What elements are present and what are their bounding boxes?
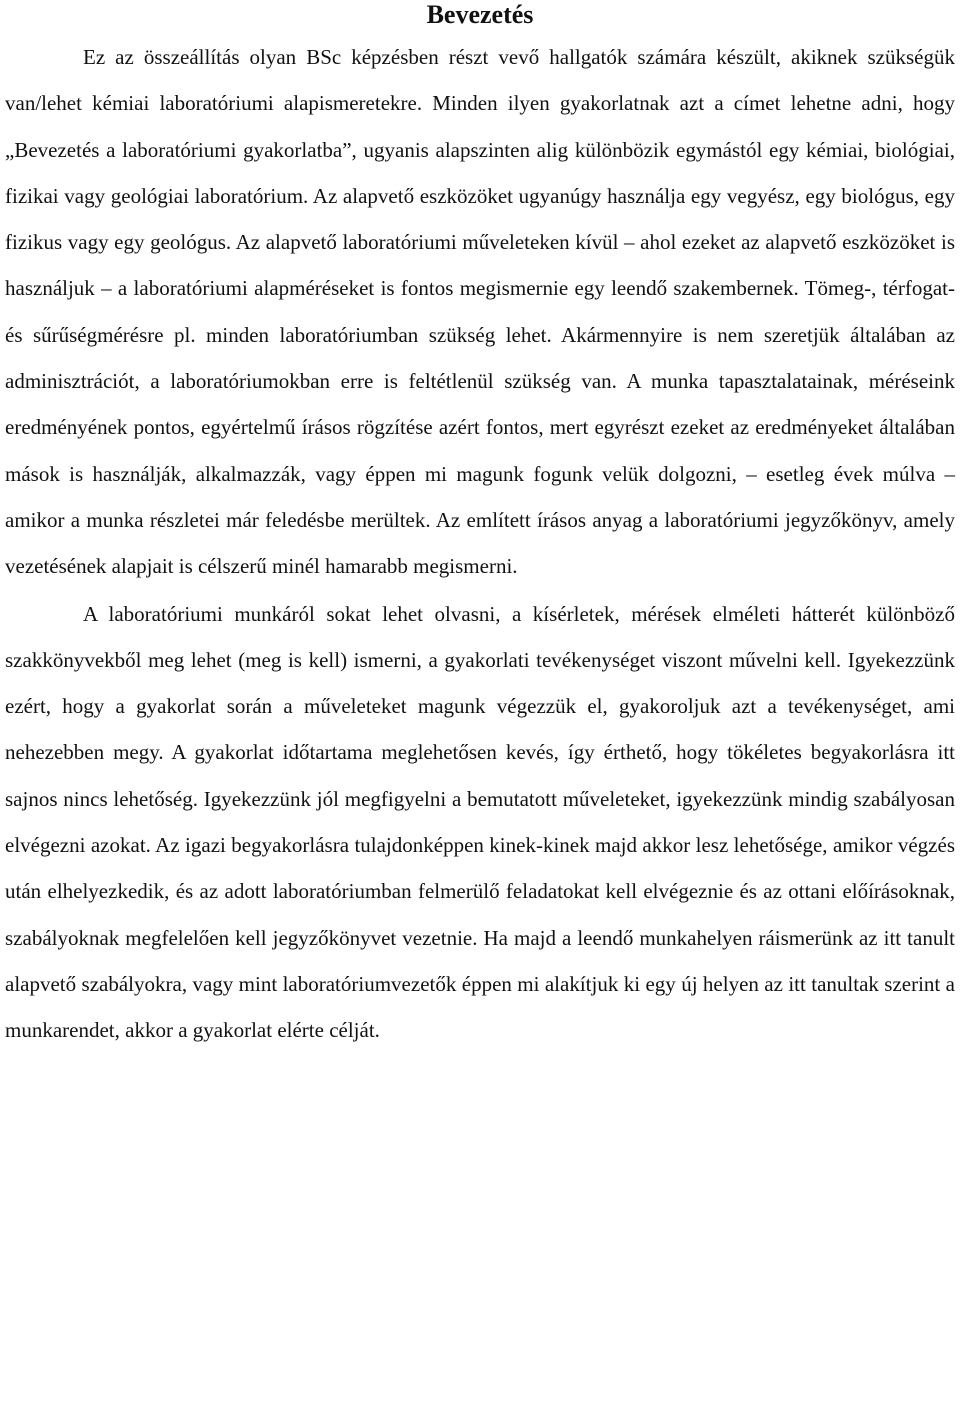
paragraph-1: Ez az összeállítás olyan BSc képzésben részt vevő hallgatók számára készült, akiknek szükségük van/lehet kémiai laboratóriumi alapismeretekre. Minden ilyen gyakorlatnak azt a címet lehetne adni, hogy „Bevezetés a laboratóriumi gyakorlatba”, ugyanis alapszinten alig különbözik egymástól egy kémiai, biológiai, fizikai vagy geológiai laboratórium. Az alapvető eszközöket ugyanúgy használja egy vegyész, egy biológus, egy fizikus vagy egy geológus. Az alapvető laboratóriumi műveleteken kívül – ahol ezeket az alapvető eszközöket is használjuk – a laboratóriumi alapméréseket is fontos megismernie egy leendő szakembernek. Tömeg-, térfogat- és sűrűségmérésre pl. minden laboratóriumban szükség lehet. Akármennyire is nem szeretjük általában az adminisztrációt, a laboratóriumokban erre is feltétlenül szükség van. A munka tapasztalatainak, méréseink eredményének pontos, egyértelmű írásos rögzítése azért fontos, mert egyrészt ezeket az eredményeket általában mások is használják, alkalmazzák, vagy éppen mi magunk fogunk velük dolgozni, – esetleg évek múlva – amikor a munka részletei már feledésbe merültek. Az említett írásos anyag a laboratóriumi jegyzőkönyv, amely vezetésének alapjait is célszerű minél hamarabb megismerni. bbox=[5, 45, 955, 579]
page-title: Bevezetés bbox=[426, 0, 534, 29]
document-page bbox=[5, 0, 955, 1054]
paragraph-2: A laboratóriumi munkáról sokat lehet olvasni, a kísérletek, mérések elméleti hátterét különböző szakkönyvekből meg lehet (meg is kell) ismerni, a gyakorlati tevékenységet viszont művelni kell. Igyekezzünk ezért, hogy a gyakorlat során a műveleteket magunk végezzük el, gyakoroljuk azt a tevékenységet, ami nehezebben megy. A gyakorlat időtartama meglehetősen kevés, így érthető, hogy tökéletes begyakorlásra itt sajnos nincs lehetőség. Igyekezzünk jól megfigyelni a bemutatott műveleteket, igyekezzünk mindig szabályosan elvégezni azokat. Az igazi begyakorlásra tulajdonképpen kinek-kinek majd akkor lesz lehetősége, amikor végzés után elhelyezkedik, és az adott laboratóriumban felmerülő feladatokat kell elvégeznie és az ottani előírásoknak, szabályoknak megfelelően kell jegyzőkönyvet vezetnie. Ha majd a leendő munkahelyen ráismerünk az itt tanult alapvető szabályokra, vagy mint laboratóriumvezetők éppen mi alakítjuk ki egy új helyen az itt tanultak szerint a munkarendet, akkor a gyakorlat elérte célját. bbox=[5, 601, 955, 1043]
